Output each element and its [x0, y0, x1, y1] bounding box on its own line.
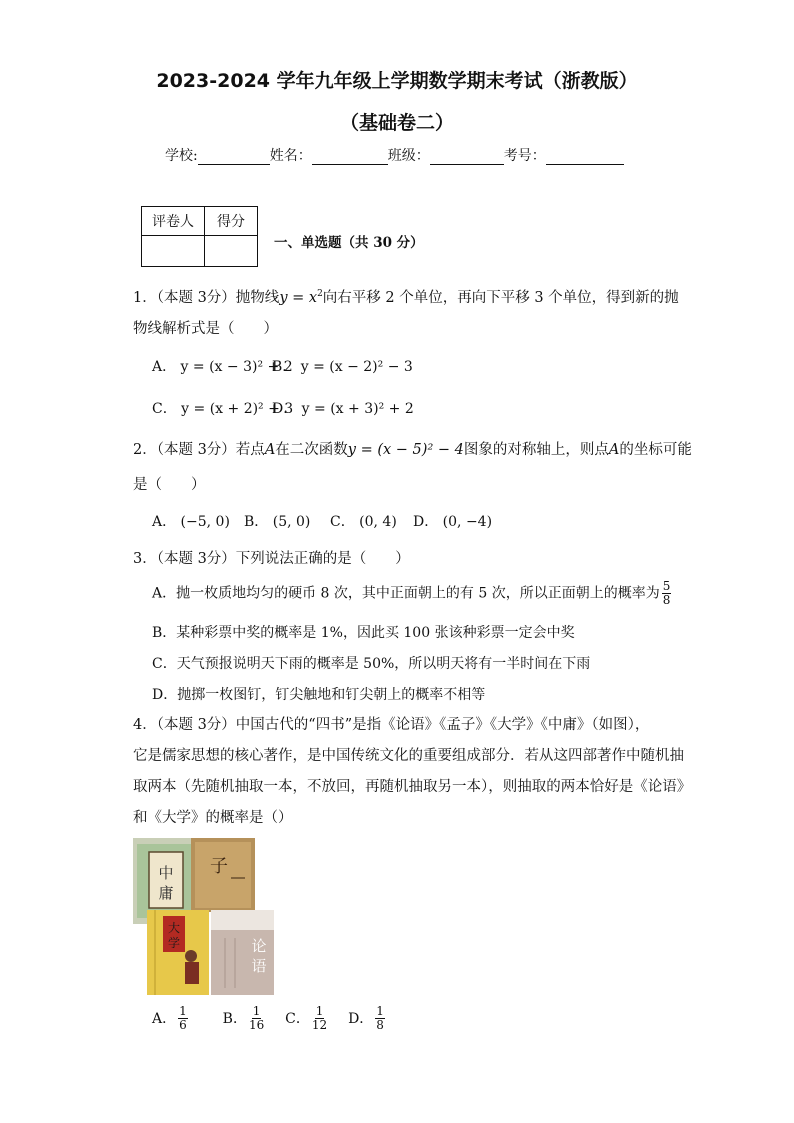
book-zhongyong-char2: 庸 — [158, 884, 174, 902]
q2-number: 2．（本题 3分）若点 — [133, 442, 265, 458]
book-lunyu-char2: 语 — [251, 957, 267, 975]
score-table — [141, 206, 258, 267]
q1-option-d[interactable]: D． y = (x + 3)² + 2 — [272, 401, 414, 417]
q4-a-num: 1 — [179, 1004, 187, 1018]
q2-stem-line1 — [133, 439, 692, 461]
q2-stem-line2: 是（ ） — [133, 477, 206, 493]
class-field[interactable] — [430, 150, 504, 165]
book-zhongyong-char1: 中 — [158, 864, 174, 882]
school-field[interactable] — [198, 150, 270, 165]
class-label: 班级： — [387, 148, 430, 164]
section-heading: 一、单选题（共 30 分） — [274, 235, 424, 251]
q4-option-a[interactable] — [152, 1004, 190, 1032]
exam-title: 2023-2024 学年九年级上学期数学期末考试（浙教版） — [156, 70, 638, 92]
q3-fraction-num: 5 — [662, 579, 671, 593]
q4-stem-line2: 它是儒家思想的核心著作，是中国传统文化的重要组成部分．若从这四部著作中随机抽 — [133, 748, 684, 764]
q2-text1: 在二次函数 — [275, 442, 348, 458]
q2-expression: y = (x − 5)² − 4 — [347, 442, 464, 458]
q4-option-b-fraction — [249, 1005, 264, 1032]
q3-option-d[interactable]: D．抛掷一枚图钉，钉尖触地和钉尖朝上的概率不相等 — [152, 687, 486, 703]
q1-stem-line2: 物线解析式是（ ） — [133, 321, 278, 337]
q4-b-den: 16 — [248, 1018, 265, 1032]
q4-option-c[interactable] — [285, 1004, 329, 1032]
q4-option-a-fraction — [178, 1005, 188, 1032]
q3-fraction-den: 8 — [662, 593, 671, 607]
q2-option-a[interactable]: A． (−5, 0) — [152, 514, 230, 530]
q4-option-d[interactable] — [348, 1004, 387, 1032]
q4-option-d-fraction — [375, 1005, 385, 1032]
q1-number: 1．（本题 3分）抛物线 — [133, 289, 280, 306]
grader-cell[interactable] — [142, 236, 205, 267]
q3-option-a-text: A．抛一枚质地均匀的硬币 8 次，其中正面朝上的有 5 次，所以正面朝上的概率为 — [152, 585, 660, 602]
q3-option-a[interactable] — [152, 580, 673, 607]
q1-option-a[interactable]: A． y = (x − 3)² + 2 — [152, 359, 293, 375]
book-daxue-char2: 学 — [167, 936, 181, 950]
q3-fraction — [662, 580, 672, 607]
q4-option-a-label: A． — [152, 1010, 177, 1027]
q1-expression: y = x — [279, 289, 318, 306]
q4-options — [152, 1005, 387, 1032]
number-label: 考号： — [503, 148, 546, 164]
book-daxue-char1: 大 — [167, 921, 181, 935]
q4-option-b-label: B． — [222, 1010, 247, 1027]
q2-point: A — [264, 442, 276, 458]
q3-option-c[interactable]: C．天气预报说明天下雨的概率是 50%，所以明天将有一半时间在下雨 — [152, 656, 591, 672]
score-header: 得分 — [205, 207, 258, 236]
student-info-line — [165, 145, 624, 165]
q2-point-repeat: A — [608, 442, 620, 458]
q1-text: 向右平移 2 个单位，再向下平移 3 个单位，得到新的抛 — [322, 289, 679, 306]
q1-stem-line1 — [133, 283, 679, 309]
name-label: 姓名： — [269, 148, 312, 164]
q1-option-b[interactable]: B． y = (x − 2)² − 3 — [272, 359, 413, 375]
q4-c-num: 1 — [315, 1004, 324, 1018]
q4-d-den: 8 — [376, 1018, 384, 1032]
q3-option-b[interactable]: B．某种彩票中奖的概率是 1%，因此买 100 张该种彩票一定会中奖 — [152, 625, 575, 641]
q4-option-d-label: D． — [348, 1010, 374, 1027]
school-label: 学校: — [165, 148, 198, 164]
q2-text3: 的坐标可能 — [619, 442, 692, 458]
number-field[interactable] — [546, 150, 624, 165]
q2-option-b[interactable]: B． (5, 0) — [244, 514, 311, 530]
book-daxue-figure-head — [185, 950, 197, 962]
book-lunyu-char1: 论 — [251, 937, 267, 955]
score-cell[interactable] — [205, 236, 258, 267]
name-field[interactable] — [312, 150, 388, 165]
four-books-image — [133, 838, 274, 995]
q4-c-den: 12 — [311, 1018, 328, 1032]
q4-a-den: 6 — [179, 1018, 187, 1032]
q4-option-c-label: C． — [285, 1010, 310, 1027]
q4-d-num: 1 — [376, 1004, 384, 1018]
q1-option-c[interactable]: C． y = (x + 2)² + 3 — [152, 401, 294, 417]
exam-subtitle: （基础卷二） — [339, 112, 454, 134]
q4-stem-line3: 取两本（先随机抽取一本，不放回，再随机抽取另一本），则抽取的两本恰好是《论语》 — [133, 779, 692, 795]
book-daxue-figure-body — [185, 962, 199, 984]
q4-option-b[interactable] — [222, 1004, 267, 1032]
q3-stem: 3．（本题 3分）下列说法正确的是（ ） — [133, 551, 410, 567]
q1-exponent: 2 — [317, 289, 323, 299]
q2-option-d[interactable]: D． (0, −4) — [413, 514, 493, 530]
q4-b-num: 1 — [252, 1004, 261, 1018]
grader-header: 评卷人 — [142, 207, 205, 236]
q2-text2: 图象的对称轴上，则点 — [463, 442, 609, 458]
book-mengzi-char: 子 — [210, 856, 228, 877]
q2-option-c[interactable]: C． (0, 4) — [330, 514, 397, 530]
q4-stem-line4: 和《大学》的概率是（） — [133, 810, 293, 826]
q4-stem-line1: 4．（本题 3分）中国古代的“四书”是指《论语》《孟子》《大学》《中庸》（如图）， — [133, 717, 650, 733]
q4-option-c-fraction — [312, 1005, 327, 1032]
